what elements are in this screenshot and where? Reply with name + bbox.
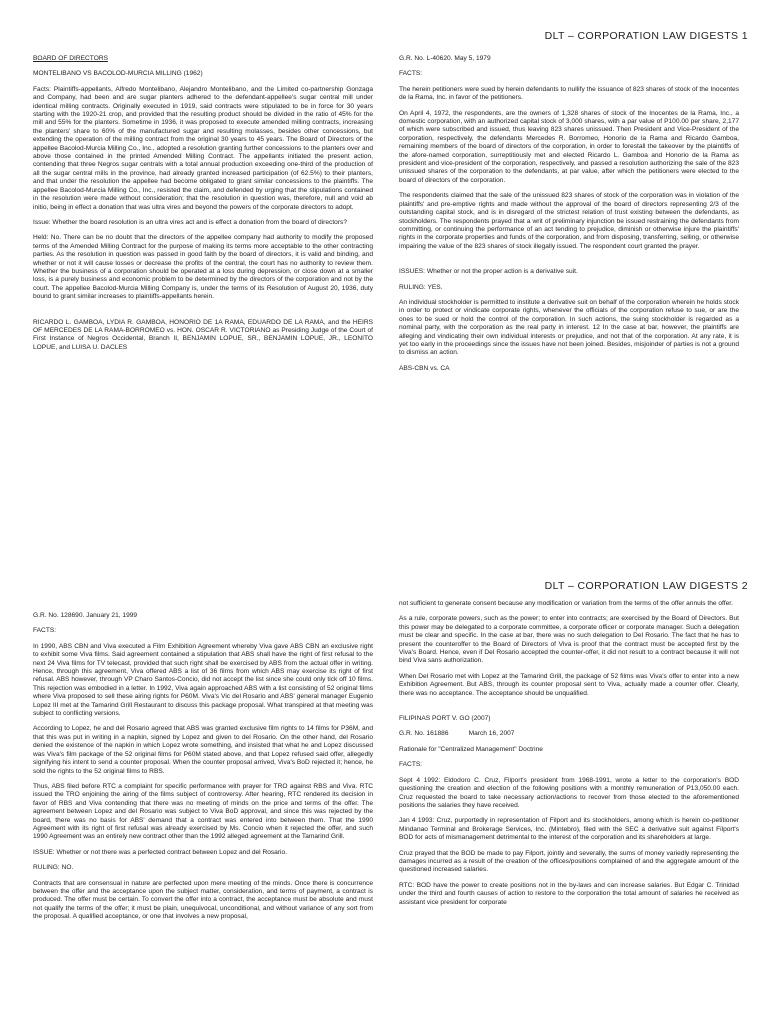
- case-facts: Facts: Plaintiffs-appellants, Alfredo Montelibano, Alejandro Montelibano, and the Limited co-partnership Gonzaga and Company, had been and are sugar planters adhered to the defendant-appellee's sugar central mill under identical milling contracts. Originally executed in 1919, said contracts were stipulated to be in force for 30 years starting with the 1920-21 crop, and provided that the resulting product should be divided in the ratio of 45% for the mill and 55% for the planters. Sometime in 1936, it was proposed to execute amended milling contracts, increasing the planters' share to 60% of the manufactured sugar and resulting molasses, besides other concessions, but extending the operation of the milling contract from the original 30 years to 45 years. The Board of Directors of the appellee Bacolod-Murcia Milling Co., Inc., adopted a resolution granting further concessions to the planters over and above those contained in the printed Amended Milling Contract. The appellants initiated the present action, contending that three Negros sugar centrals with a total annual production exceeding one-third of the production of all the sugar central mills in the province, had already granted increased participation (of 62.5%) to their planters, and that under the resolution the appellee had become obligated to grant similar concessions to the plaintiffs. The appellee Bacolod-Murcia Milling Co., Inc., resisted the claim, and defended by urging that the stipulations contained in the resolution were made without consideration; that the resolution in question was, therefore, null and void ab initio, being in effect a donation that was ultra vires and beyond the powers of the corporate directors to adopt.: [33, 85, 373, 211]
- paragraph: Jan 4 1993: Cruz, purportedly in representation of Filport and its stockholders, among which is herein co-petitioner Mindanao Terminal and Brokerage Services, Inc. (Mintebro), filed with the SEC a derivative suit against Filport's BOD for acts of mismanagement detrimental to the interest of the corporation and its shareholders at large.: [399, 817, 739, 842]
- case-gr-number: G.R. No. L-40620. May 5, 1979: [399, 55, 491, 62]
- paragraph: The respondents claimed that the sale of the unissued 823 shares of stock of the corporation was in violation of the plaintiffs' and pre-emptive rights and made without the approval of the board of directors representing 2/3 of the outstanding capital stock, and is in disregard of the strictest relation of trust existing between the defendants, as stockholders. The respondents prayed that a writ of preliminary injunction be issued restraining the defendants from committing, or continuing the performance of an act tending to prejudice, diminish or otherwise injure the plaintiffs' rights in the corporate properties and funds of the corporation, and from disposing, transferring, selling, or otherwise impairing the value of the 823 shares of stock illegally issued. The respondent court granted the prayer.: [399, 192, 739, 250]
- doctrine-label: Rationale for "Centralized Management" Doctrine: [399, 745, 543, 753]
- paragraph: On April 4, 1972, the respondents, are the owners of 1,328 shares of stock of the Inocentes de la Rama, Inc., a domestic corporation, with an authorized capital stock of 3,000 shares, with a par value of P100.00 per share, 2,177 of which were subscribed and issued, thus leaving 823 shares unissued. Then President and Vice-President of the corporation, respectively, the defendants Mercedes R. Borromeo, Honorio de la Rama and Ricardo Gamboa, remaining members of the board of directors of the corporation, in order to forestall the takeover by the plaintiffs of the afore-named corporation, surreptitiously met and elected Ricardo L. Gamboa and Honorio de la Rama as president and vice-president of the corporation, respectively, and passed a resolution authorizing the sale of the 823 unissued shares of the corporation to the defendants, at par value, after which the petitioners were elected to the board of directors of the corporation.: [399, 109, 739, 184]
- paragraph: not sufficient to generate consent because any modification or variation from the terms of the offer annuls the offer.: [399, 600, 733, 607]
- facts-label: FACTS:: [399, 761, 423, 769]
- case-held: Held: No. There can be no doubt that the directors of the appellee company had authority to modify the proposed terms of the Amended Milling Contract for the purpose of making its terms more acceptable to the other contracting parties. As the resolution in question was passed in good faith by the board of directors, it is valid and binding, and whether or not it will cause losses or decrease the profits of the central, the court has no authority to review them. Whether the business of a corporation should be operated at a loss during depression, or close down at a smaller loss, is a purely business and economic problem to be determined by the directors of the corporation and not by the court. The appellee Bacolod-Murcia Milling Company is, under the terms of its Resolution of August 20, 1936, duty bound to grant similar increases to plaintiffs-appellants herein.: [33, 234, 373, 301]
- page-2-header: DLT – CORPORATION LAW DIGESTS 2: [544, 580, 748, 592]
- case-title: RICARDO L. GAMBOA, LYDIA R. GAMBOA, HONORIO DE 1A RAMA, EDUARDO DE LA RAMA, and the HEIRS OF MERCEDES DE LA RAMA-BORROMEO vs. HON. OSCAR R. VICTORIANO as Presiding Judge of the Court of First Instance of Negros Occidental, Branch II, BENJAMIN LOPUE, SR., BENJAMIN LOPUE, JR., LEONITO LOPUE, and LUISA U. DACLES: [33, 318, 373, 351]
- paragraph: Contracts that are consensual in nature are perfected upon mere meeting of the minds. Once there is concurrence between the offer and the acceptance upon the subject matter, consideration, and terms of payment, a contract is produced. The offer must be certain. To convert the offer into a contract, the acceptance must be absolute and must not qualify the terms of the offer; it must be plain, unequivocal, unconditional, and without variance of any sort from the proposal. A qualified acceptance, or one that involves a new proposal,: [33, 879, 373, 921]
- ruling-label: RULING: YES.: [399, 283, 443, 291]
- paragraph: As a rule, corporate powers, such as the power; to enter into contracts; are exercised by the Board of Directors. But this power may be delegated to a corporate committee, a corporate officer or corporate manager. Such a delegation must be clear and specific. In the case at bar, there was no such delegation to Del Rosario. The fact that he has to present the counteroffer to the Board of Directors of Viva is proof that the contract must be accepted first by the Viva's Board. Hence, even if Del Rosario accepted the counter-offer, it did not result to a contract because it will not bind Viva sans authorization.: [399, 615, 739, 665]
- ruling-label: RULING: NO.: [33, 864, 74, 872]
- page-1-right-column: [399, 55, 739, 525]
- section-title: BOARD OF DIRECTORS: [33, 55, 108, 62]
- facts-label: FACTS:: [399, 70, 423, 78]
- page-2: [0, 560, 768, 1024]
- facts-label: FACTS:: [33, 627, 57, 635]
- case-title: FILIPINAS PORT V. GO (2007): [399, 715, 491, 723]
- paragraph: RTC: BOD have the power to create positions not in the by-laws and can increase salaries. But Edgar C. Trinidad under the third and fourth causes of action to restore to the corporation the total amount of salaries he received as assistant vice president for corporate: [399, 881, 739, 906]
- paragraph: Sept 4 1992: Eldodoro C. Cruz, Filport's president from 1968-1991, wrote a letter to the corporation's BOD questioning the creation and election of the following positions with a monthly remuneration of P13,050.00 each. Cruz requested the board to take necessary action/actions to recover from those elected to the aforementioned positions the salaries they have received.: [399, 776, 739, 809]
- case-title: MONTELIBANO VS BACOLOD-MURCIA MILLING (1962): [33, 70, 203, 78]
- page-1-header: DLT – CORPORATION LAW DIGESTS 1: [544, 30, 748, 42]
- next-case-title: ABS-CBN vs. CA: [399, 364, 450, 372]
- paragraph: The herein petitioners were sued by herein defendants to nullify the issuance of 823 shares of stock of the Inocentes de la Rama, Inc. in favor of the petitioners.: [399, 85, 739, 102]
- paragraph: In 1990, ABS CBN and Viva executed a Film Exhibition Agreement whereby Viva gave ABS CBN an exclusive right to exhibit some Viva films. Said agreement contained a stipulation that ABS shall have the right of first refusal to the next 24 Viva films for TV telecast, provided that such right shall be exercised by ABS from the actual offer in writing. Hence, through this agreement, Viva offered ABS a list of 36 films from which ABS may exercise its right of first refusal. ABS however, through VP Charo Santos-Concio, did not accept the list since she could only tick off 10 films. This rejection was embodied in a letter. In 1992, Viva again approached ABS with a list consisting of 52 original films where Viva proposed to sell these airing rights for P60M. Viva's Vic del Rosario and ABS' general manager Eugenio Lopez III met at the Tamarind Grill Restaurant to discuss this package proposal. What transpired at that meeting was subject to conflicting versions.: [33, 642, 373, 718]
- page-2-right-column: [399, 600, 739, 1024]
- issue-label: ISSUE: Whether or not there was a perfected contract between Lopez and del Rosario.: [33, 848, 288, 856]
- paragraph: Cruz prayed that the BOD be made to pay Filport, jointly and severally, the sums of money variedly representing the damages incurred as a result of the creation of the offices/positions complained of and the aggregate amount of the questioned increased salaries.: [399, 849, 739, 874]
- case-gr-number: G.R. No. 161886 March 16, 2007: [399, 730, 515, 738]
- page-1-left-column: [33, 55, 373, 525]
- page-2-left-column: [33, 612, 373, 1024]
- paragraph: Thus, ABS filed before RTC a complaint for specific performance with prayer for TRO against RBS and Viva. RTC issued the TRO enjoining the airing of the films subject of controversy. After hearing, RTC rendered its decision in favor of RBS and Viva contending that there was no meeting of minds on the price and terms of the offer. The agreement between Lopez and del Rosario was subject to Viva BoD approval, and since this was rejected by the board, there was no basis for ABS' demand that a contract was entered into between them. That the 1990 Agreement with its right of first refusal was already exercised by Ms. Concio when it rejected the offer, and such 1990 Agreement was an entirely new contract other than the 1992 alleged agreement at the Tamarind Grill.: [33, 782, 373, 841]
- case-gr-number: G.R. No. 128690. January 21, 1999: [33, 612, 138, 619]
- paragraph: When Del Rosario met with Lopez at the Tamarind Grill, the package of 52 films was Viva's offer to enter into a new Exhibition Agreement. But ABS, through its counter proposal sent to Viva, actually made a counter offer. Clearly, there was no acceptance. The acceptance should be unqualified.: [399, 672, 739, 697]
- case-issue: Issue: Whether the board resolution is an ultra vires act and is effect a donation from the board of directors?: [33, 218, 347, 226]
- paragraph: According to Lopez, he and del Rosario agreed that ABS was granted exclusive film rights to 14 films for P36M, and that this was put in writing in a napkin, signed by Lopez and given to del Rosario. On the other hand, del Rosario denied the existence of the napkin in which Lopez wrote something, and insisted that what he and Lopez discussed was Viva's film package of the 52 original films for P60M stated above, and that Lopez refused said offer, allegedly signifying his intent to send a counter proposal. When the counter proposal arrived, Viva's BoD rejected it; hence, he sold the rights to the 52 original films to RBS.: [33, 725, 373, 775]
- paragraph: An individual stockholder is permitted to institute a derivative suit on behalf of the corporation wherein he holds stock in order to protect or vindicate corporate rights, whenever the officials of the corporation refuse to sue, or are the ones to be sued or hold the control of the corporation. In such actions, the suing stockholder is regarded as a nominal party, with the corporation as the real party in interest. 12 In the case at bar, however, the plaintiffs are alleging and vindicating their own individual interests or prejudice, and not that of the corporation. At any rate, it is yet too early in the proceedings since the issues have not been joined. Besides, misjoinder of parties is not a ground to dismiss an action.: [399, 298, 739, 357]
- issues-label: ISSUES: Whether or not the proper action is a derivative suit.: [399, 268, 578, 276]
